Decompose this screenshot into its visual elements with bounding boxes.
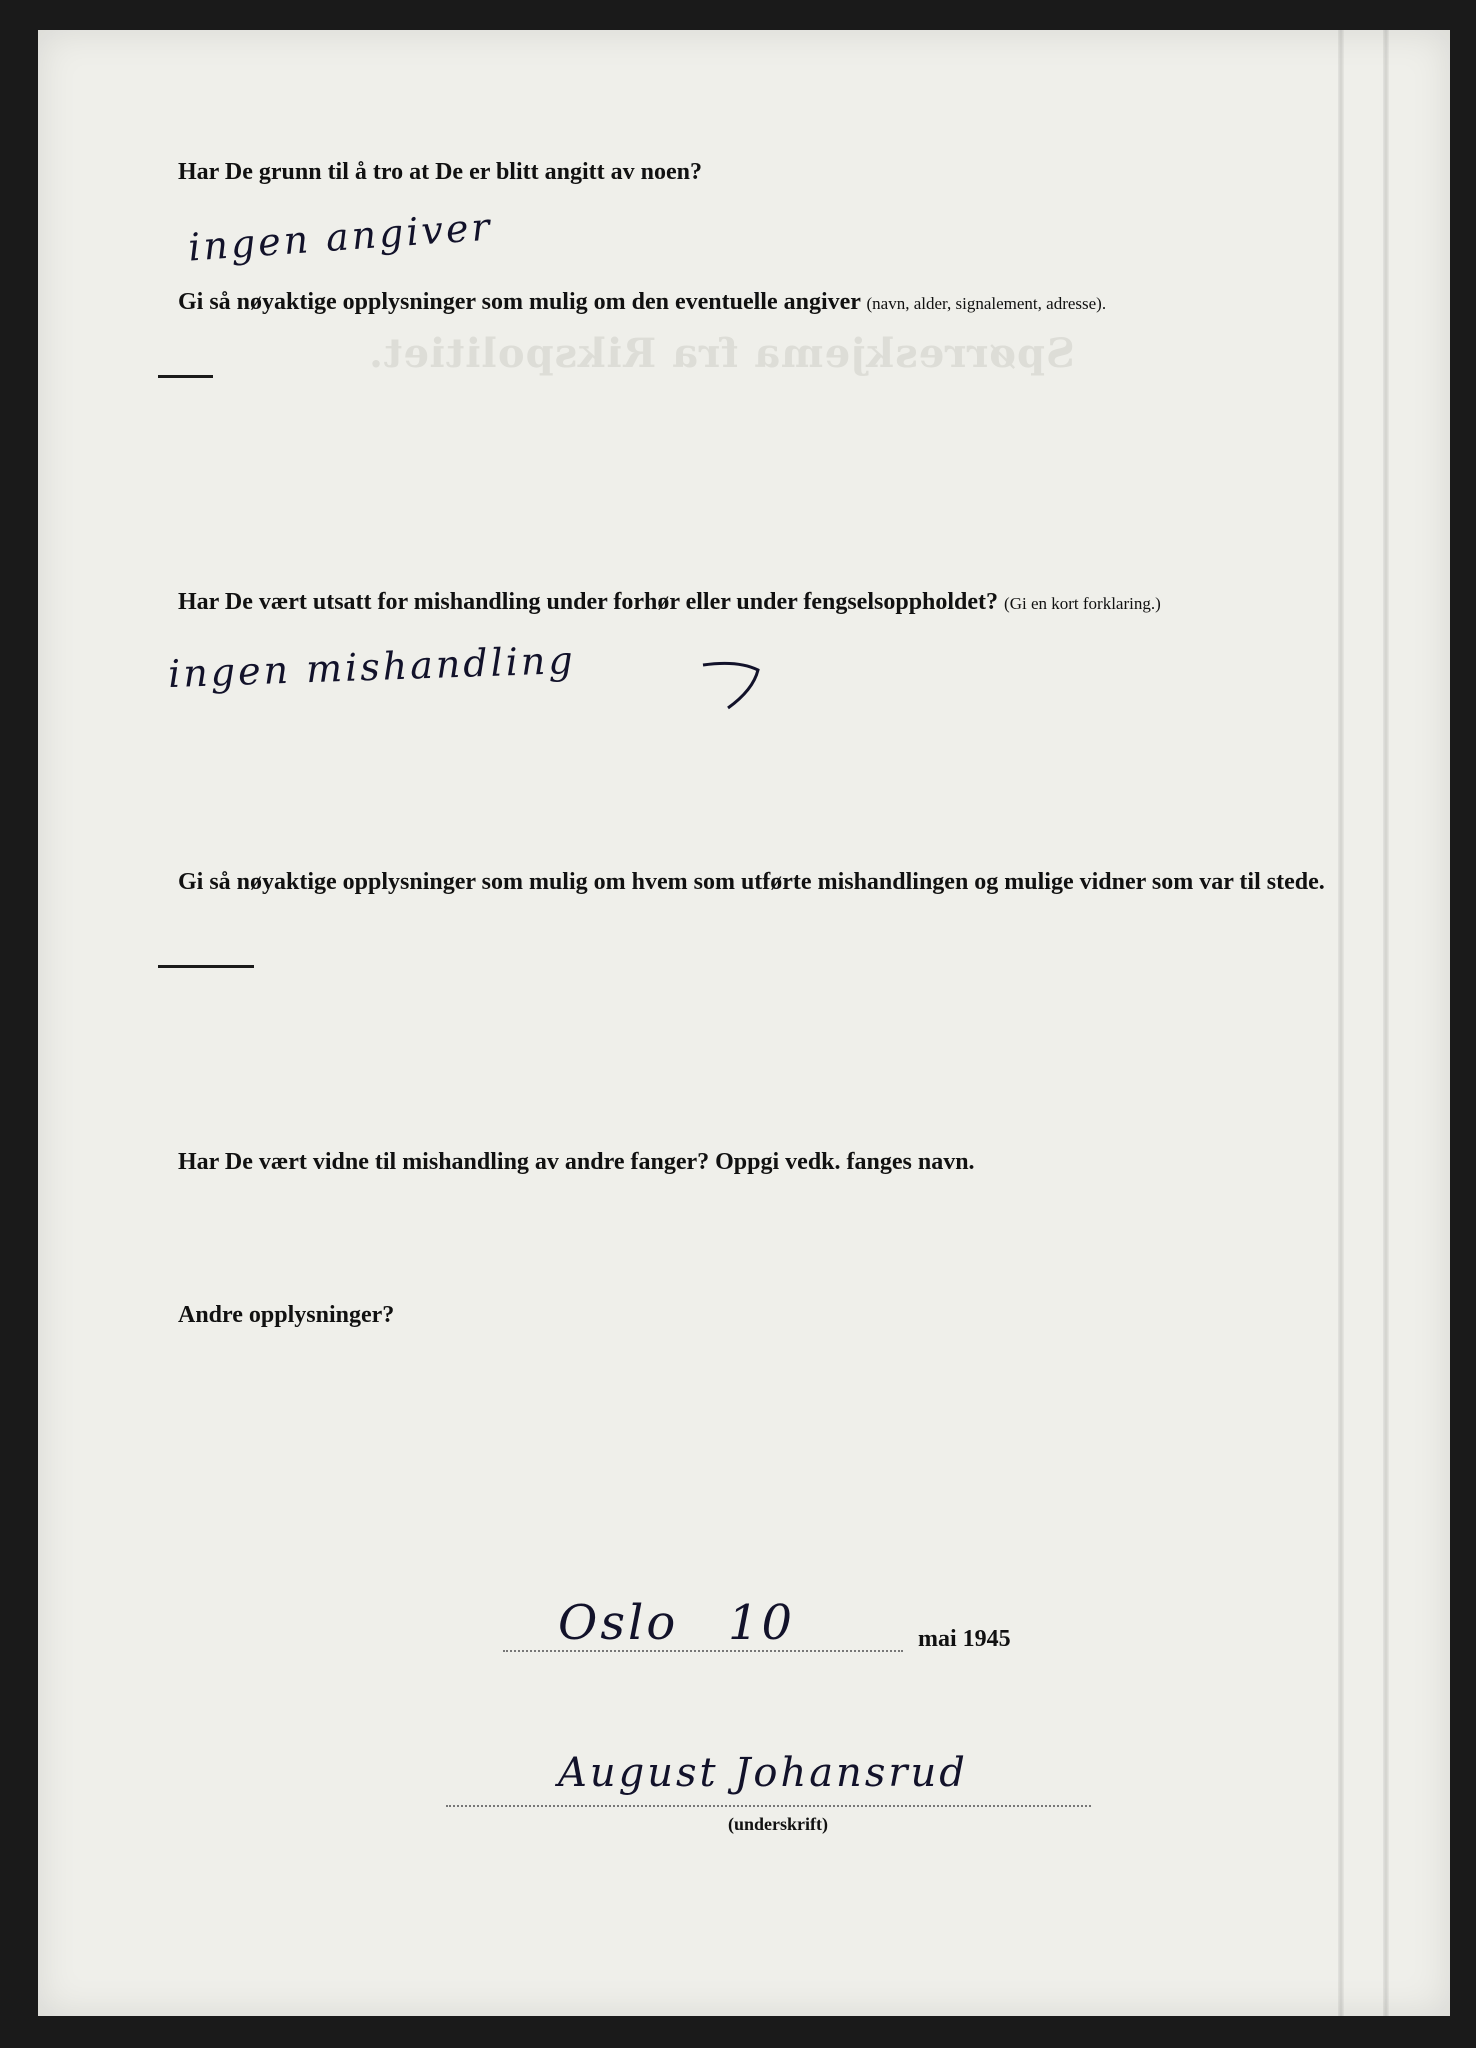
answer-blank-dash [158, 965, 254, 968]
handwriting-stroke [698, 650, 768, 710]
page-fold [1338, 30, 1344, 2016]
question-mishandling [178, 585, 1418, 621]
question-angiver-details [178, 285, 1418, 321]
question-angiver-main: Gi så nøyaktige opplysninger som mulig om den eventuelle angiver [178, 289, 861, 315]
answer-angiver: ingen angiver [186, 204, 494, 270]
signature-caption: (underskrift) [728, 1814, 828, 1834]
answer-blank-dash [158, 375, 213, 378]
question-angitt: Har De grunn til å tro at De er blitt angitt av noen? [178, 159, 702, 185]
signature-line [446, 1805, 1091, 1807]
question-angiver-note: (navn, alder, signalement, adresse). [866, 294, 1107, 313]
question-utforte: Gi så nøyaktige opplysninger som mulig om hvem som utførte mishandlingen og mulige vidner som var til stede. [178, 869, 1325, 895]
question-mishandling-note: (Gi en kort forklaring.) [1004, 594, 1161, 613]
show-through-title: Spørreskjema fra Rikspolitiet. [368, 330, 1075, 377]
question-mishandling-main: Har De vært utsatt for mishandling under forhør eller under fengselsoppholdet? [178, 589, 999, 615]
page-fold [1383, 30, 1389, 2016]
question-vidne: Har De vært vidne til mishandling av andre fanger? Oppgi vedk. fanges navn. [178, 1149, 975, 1175]
date-day: 10 [728, 1595, 796, 1651]
answer-mishandling: ingen mishandling [167, 637, 577, 697]
signature: August Johansrud [558, 1750, 968, 1796]
document-page [38, 30, 1450, 2016]
question-andre: Andre opplysninger? [178, 1302, 395, 1328]
date-month-year: mai 1945 [918, 1626, 1011, 1652]
date-place: Oslo [558, 1595, 679, 1651]
